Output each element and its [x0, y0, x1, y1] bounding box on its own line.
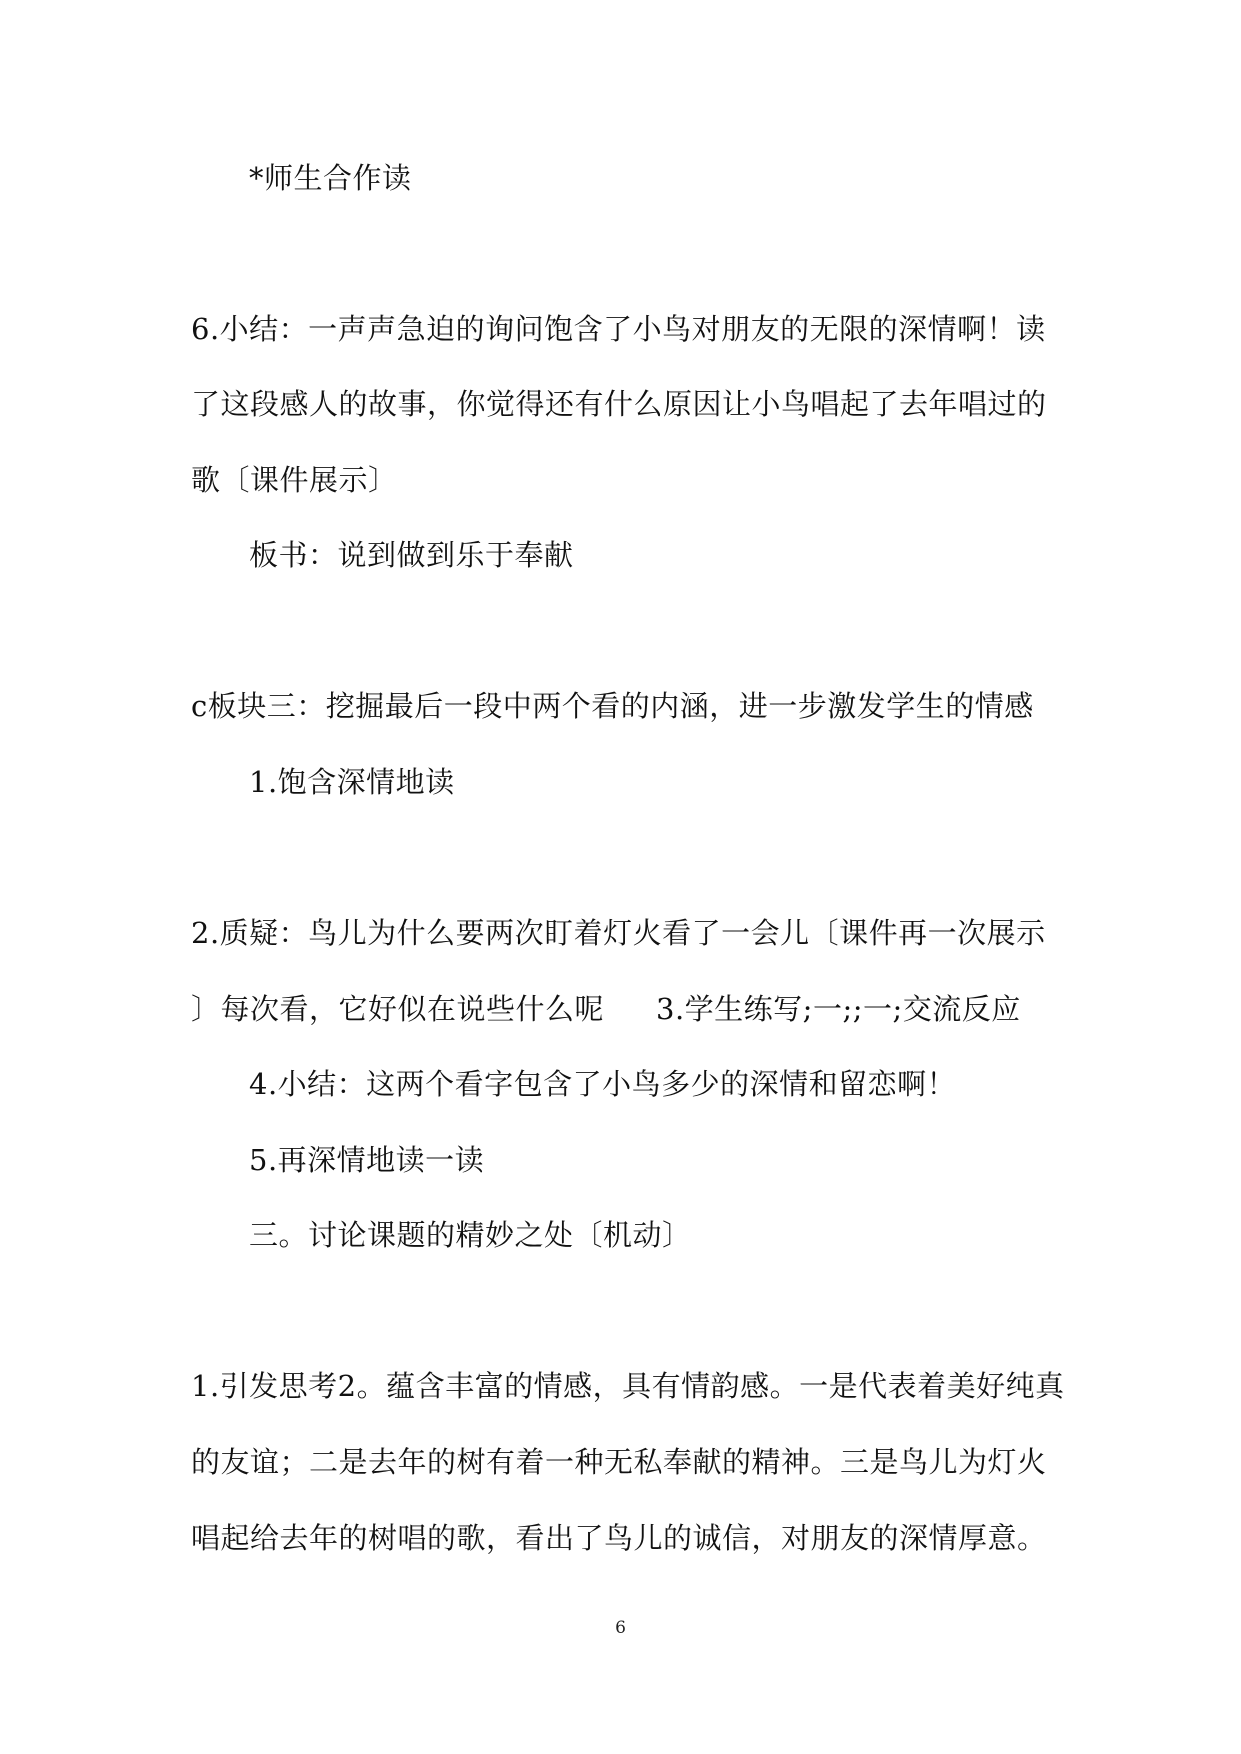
paragraph-line: 6.小结：一声声急迫的询问饱含了小鸟对朋友的无限的深情啊！读	[191, 312, 1046, 346]
paragraph-line: 〕每次看，它好似在说些什么呢	[191, 992, 605, 1026]
paragraph-line: 3.学生练写;一;;一;交流反应	[656, 992, 1021, 1026]
paragraph-line: *师生合作读	[249, 161, 412, 195]
page-number: 6	[615, 1618, 626, 1638]
paragraph-line: 4.小结：这两个看字包含了小鸟多少的深情和留恋啊！	[249, 1067, 957, 1101]
paragraph-line: 2.质疑：鸟儿为什么要两次盯着灯火看了一会儿〔课件再一次展示	[191, 916, 1046, 950]
paragraph-line: 歌〔课件展示〕	[191, 463, 398, 497]
paragraph-line: 1.引发思考2。蕴含丰富的情感，具有情韵感。一是代表着美好纯真	[191, 1369, 1065, 1403]
paragraph-line: 了这段感人的故事，你觉得还有什么原因让小鸟唱起了去年唱过的	[191, 387, 1047, 421]
paragraph-line-combined	[191, 989, 1021, 1029]
paragraph-line: c板块三：挖掘最后一段中两个看的内涵，进一步激发学生的情感	[191, 689, 1034, 723]
paragraph-line: 1.饱含深情地读	[249, 765, 455, 799]
paragraph-line: 三。讨论课题的精妙之处〔机动〕	[249, 1218, 692, 1252]
paragraph-line: 的友谊；二是去年的树有着一种无私奉献的精神。三是鸟儿为灯火	[191, 1445, 1047, 1479]
paragraph-line: 5.再深情地读一读	[249, 1143, 485, 1177]
paragraph-line: 唱起给去年的树唱的歌，看出了鸟儿的诚信，对朋友的深情厚意。	[191, 1521, 1047, 1555]
paragraph-line: 板书：说到做到乐于奉献	[249, 538, 574, 572]
